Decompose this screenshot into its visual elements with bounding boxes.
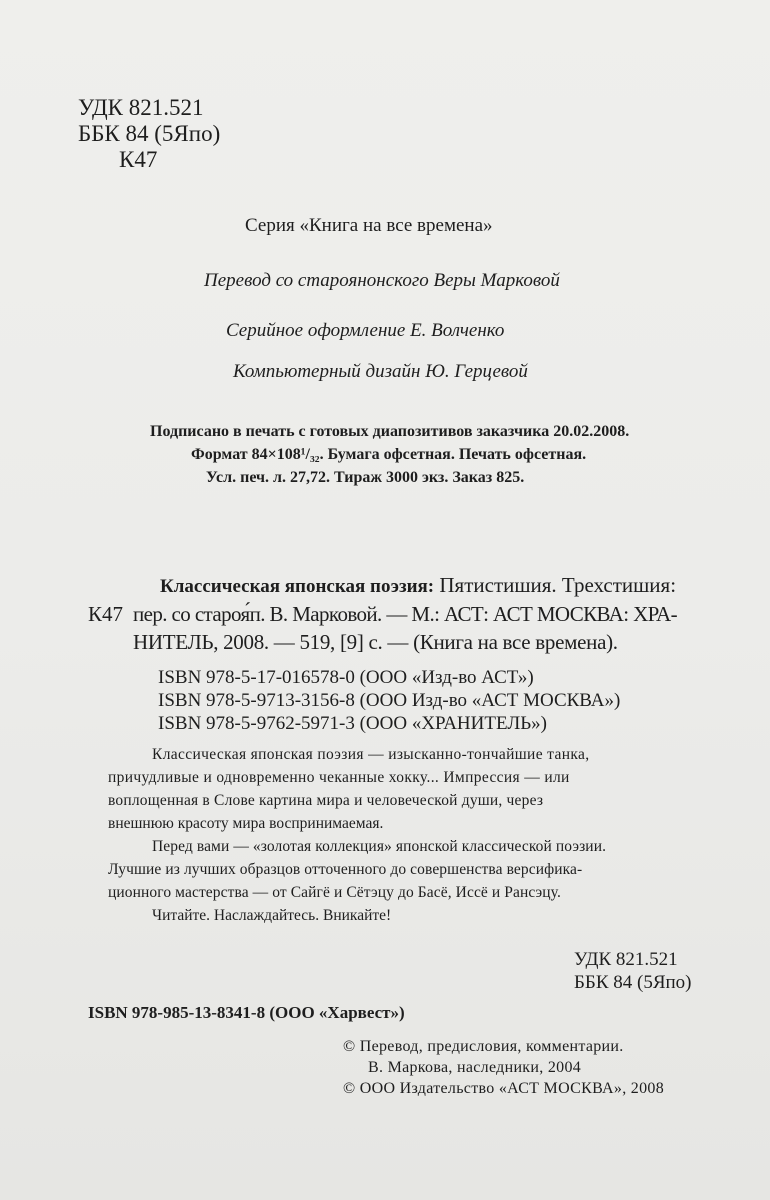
annotation-line-4: внешнюю красоту мира воспринимаемая. [108, 815, 384, 832]
book-subtitle: Пятистишия. Трехстишия: [434, 573, 677, 597]
bbk-code-top: ББК 84 (5Япо) [78, 121, 221, 146]
udk-code-top: УДК 821.521 [78, 95, 204, 120]
translation-credit: Перевод со староянонского Веры Марковой [204, 270, 560, 291]
annotation-line-7: ционного мастерства — от Сайгё и Сётэцу до Басё, Иссё и Рансэцу. [108, 884, 561, 901]
print-details-line-1: Подписано в печать с готовых диапозитивов заказчика 20.02.2008. [150, 423, 630, 440]
isbn-ast-moskva: ISBN 978-5-9713-3156-8 (ООО Изд-во «АСТ МОСКВА») [158, 690, 621, 711]
isbn-khranitel: ISBN 978-5-9762-5971-3 (ООО «ХРАНИТЕЛЬ») [158, 713, 547, 734]
bbk-code-bottom: ББК 84 (5Япо) [574, 972, 692, 993]
print-details-line-2: Формат 84×108¹/₃₂. Бумага офсетная. Печать офсетная. [191, 446, 587, 463]
annotation-line-3: воплощенная в Слове картина мира и человеческой души, через [108, 792, 544, 809]
isbn-harvest: ISBN 978-985-13-8341-8 (ООО «Харвест») [88, 1003, 405, 1022]
isbn-ast: ISBN 978-5-17-016578-0 (ООО «Изд-во АСТ») [158, 667, 534, 688]
annotation-line-2: причудливые и одновременно чеканные хокку... Импрессия — или [108, 769, 570, 786]
annotation-line-8: Читайте. Наслаждайтесь. Вникайте! [152, 907, 392, 924]
author-mark-biblio: К47 [88, 602, 124, 626]
annotation-line-5: Перед вами — «золотая коллекция» японской классической поэзии. [152, 838, 607, 855]
copyright-line-2: В. Маркова, наследники, 2004 [368, 1059, 582, 1076]
print-details-line-3: Усл. печ. л. 27,72. Тираж 3000 экз. Заказ 825. [206, 469, 525, 486]
computer-design-credit: Компьютерный дизайн Ю. Герцевой [233, 361, 528, 382]
copyright-line-3: © ООО Издательство «АСТ МОСКВА», 2008 [343, 1080, 664, 1097]
biblio-line-2: пер. со староя́п. В. Марковой. — М.: АСТ: АСТ МОСКВА: ХРА- [133, 602, 678, 626]
copyright-line-1: © Перевод, предисловия, комментарии. [343, 1038, 624, 1055]
annotation-line-1: Классическая японская поэзия — изысканно-тончайшие танка, [152, 746, 590, 763]
author-mark-top: К47 [119, 147, 158, 172]
udk-code-bottom: УДК 821.521 [574, 949, 678, 970]
series-line: Серия «Книга на все времена» [245, 215, 493, 236]
series-design-credit: Серийное оформление Е. Волченко [226, 320, 505, 341]
biblio-line-1 [160, 573, 676, 598]
biblio-line-3: НИТЕЛЬ, 2008. — 519, [9] с. — (Книга на все времена). [133, 630, 618, 654]
annotation-line-6: Лучшие из лучших образцов отточенного до совершенства версифика- [108, 861, 583, 878]
book-title: Классическая японская поэзия: [160, 576, 435, 597]
bleed-through-shadow [0, 60, 770, 98]
